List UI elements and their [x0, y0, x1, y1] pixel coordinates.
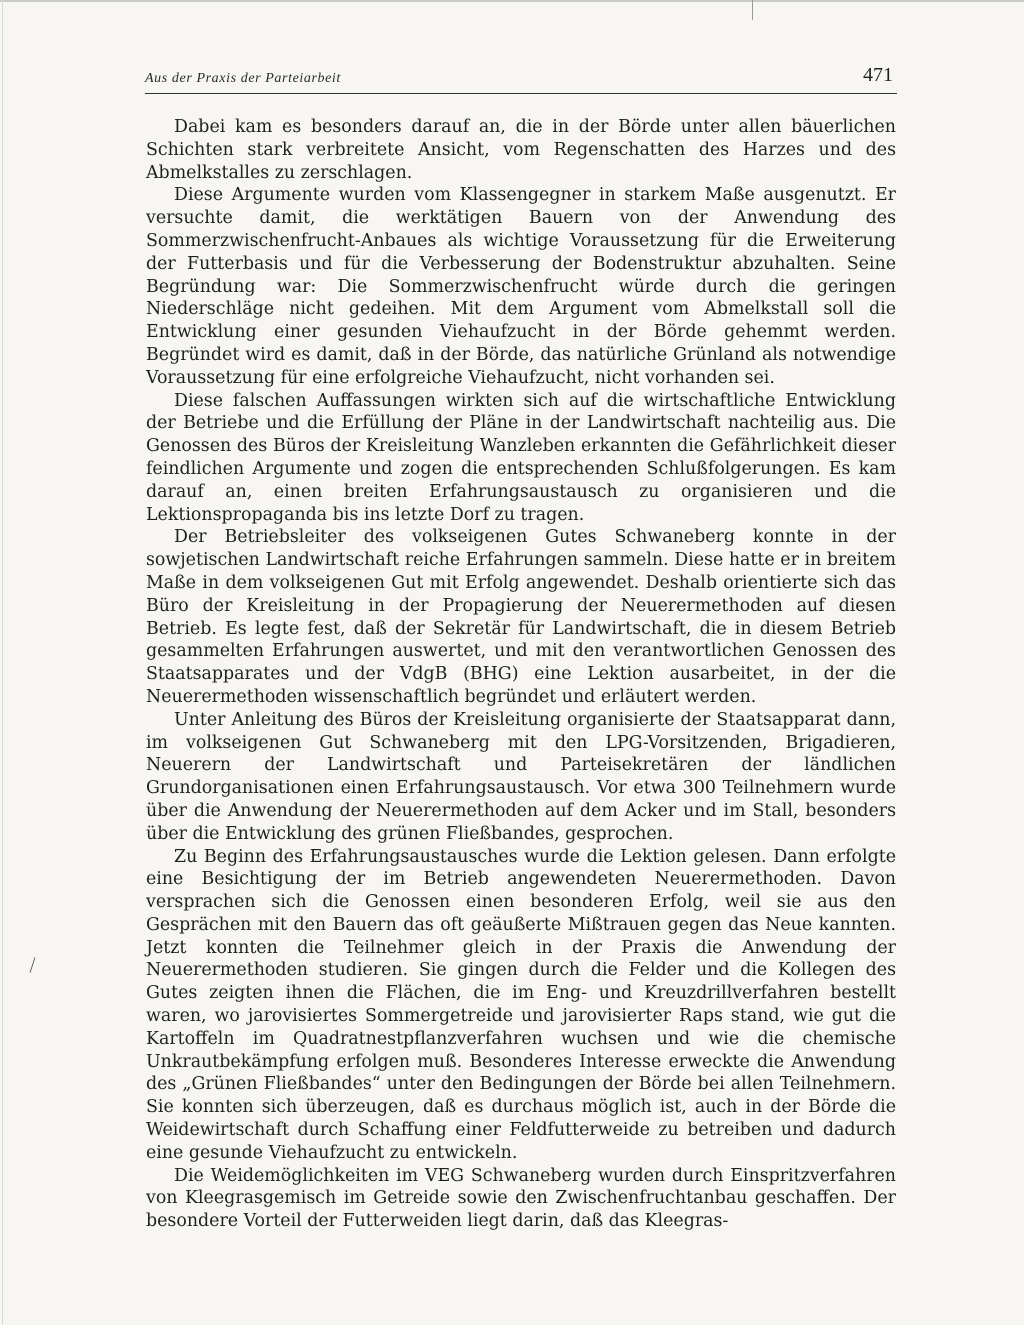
paragraph: Der Betriebsleiter des volkseigenen Gutes Schwaneberg konnte in der sowjetischen Landwirtschaft reiche Erfahrungen sammeln. Diese hatte er in breitem Maße in dem volkseigenen Gut mit Erfolg angewendet. Deshalb orientierte sich das Büro der Kreisleitung in der Propagierung der Neuerermethoden auf diesen Betrieb. Es legte fest, daß der Sekretär für Landwirtschaft, die in diesem Betrieb gesammelten Erfahrungen auswertet, und mit den verantwortlichen Genossen des Staatsapparates und der VdgB (BHG) eine Lektion ausarbeitet, in der die Neuerermethoden wissenschaftlich begründet und erläutert werden. — [146, 527, 896, 707]
body-text — [146, 116, 896, 1233]
scan-mark-top — [752, 0, 753, 20]
paragraph: Die Weidemöglichkeiten im VEG Schwaneberg wurden durch Einspritzverfahren von Kleegrasgemisch im Getreide sowie den Zwischenfruchtanbau geschaffen. Der besondere Vorteil der Futterweiden liegt darin, daß das Kleegras- — [146, 1165, 896, 1232]
scan-edge-top — [0, 0, 1024, 2]
page-number: 471 — [863, 64, 893, 86]
paragraph: Unter Anleitung des Büros der Kreisleitung organisierte der Staatsapparat dann, im volkseigenen Gut Schwaneberg mit den LPG-Vorsitzenden, Brigadieren, Neuerern der Landwirtschaft und Parteisekretären der ländlichen Grundorganisationen einen Erfahrungsaustausch. Vor etwa 300 Teilnehmern wurde über die Anwendung der Neuerermethoden auf dem Acker und im Stall, besonders über die Entwicklung des grünen Fließbandes, gesprochen. — [146, 709, 896, 844]
scan-edge-left — [2, 0, 3, 1325]
running-head: Aus der Praxis der Parteiarbeit — [145, 71, 341, 86]
page-header — [145, 62, 897, 96]
paragraph: Zu Beginn des Erfahrungsaustausches wurde die Lektion gelesen. Dann erfolgte eine Besichtigung der im Betrieb angewendeten Neuerermethoden. Davon versprachen sich die Genossen einen besonderen Erfolg, weil sie aus den Gesprächen mit den Bauern das oft geäußerte Mißtrauen gegen das Neue kannten. Jetzt konnten die Teilnehmer gleich in der Praxis die Anwendung der Neuerermethoden studieren. Sie gingen durch die Felder und die Kollegen des Gutes zeigten ihnen die Flächen, die im Eng- und Kreuzdrillverfahren bestellt waren, wo jarovisiertes Sommergetreide und jarovisierter Raps stand, wie gut die Kartoffeln im Quadratnestpflanzverfahren wuchsen und wie die chemische Unkrautbekämpfung erfolgen muß. Besonderes Interesse erweckte die Anwendung des „Grünen Fließbandes“ unter den Bedingungen der Börde bei allen Teilnehmern. Sie konnten sich überzeugen, daß es durchaus möglich ist, auch in der Börde die Weidewirtschaft durch Schaffung einer Feldfutterweide zu betreiben und dadurch eine gesunde Viehaufzucht zu entwickeln. — [146, 846, 896, 1163]
header-rule — [145, 93, 897, 94]
paragraph: Diese falschen Auffassungen wirkten sich auf die wirtschaftliche Entwicklung der Betriebe und die Erfüllung der Pläne in der Landwirtschaft nachteilig aus. Die Genossen des Büros der Kreisleitung Wanzleben erkannten die Gefährlichkeit dieser feindlichen Argumente und zogen die entsprechenden Schlußfolgerungen. Es kam darauf an, einen breiten Erfahrungsaustausch zu organisieren und die Lektionspropaganda bis ins letzte Dorf zu tragen. — [146, 390, 896, 525]
paragraph: Dabei kam es besonders darauf an, die in der Börde unter allen bäuerlichen Schichten stark verbreitete Ansicht, vom Regenschatten des Harzes und des Abmelkstalles zu zerschlagen. — [146, 117, 896, 183]
margin-pencil-mark — [30, 957, 36, 973]
paragraph: Diese Argumente wurden vom Klassengegner in starkem Maße ausgenutzt. Er versuchte damit, die werktätigen Bauern von der Anwendung des Sommerzwischenfrucht-Anbaues als wichtige Voraussetzung für die Erweiterung der Futterbasis und für die Verbesserung der Bodenstruktur abzuhalten. Seine Begründung war: Die Sommerzwischenfrucht würde durch die geringen Niederschläge nicht gedeihen. Mit dem Argument vom Abmelkstall soll die Entwicklung einer gesunden Viehaufzucht in der Börde gehemmt werden. Begründet wird es damit, daß in der Börde, das natürliche Grünland als notwendige Voraussetzung für eine erfolgreiche Viehaufzucht, nicht vorhanden sei. — [146, 185, 896, 388]
